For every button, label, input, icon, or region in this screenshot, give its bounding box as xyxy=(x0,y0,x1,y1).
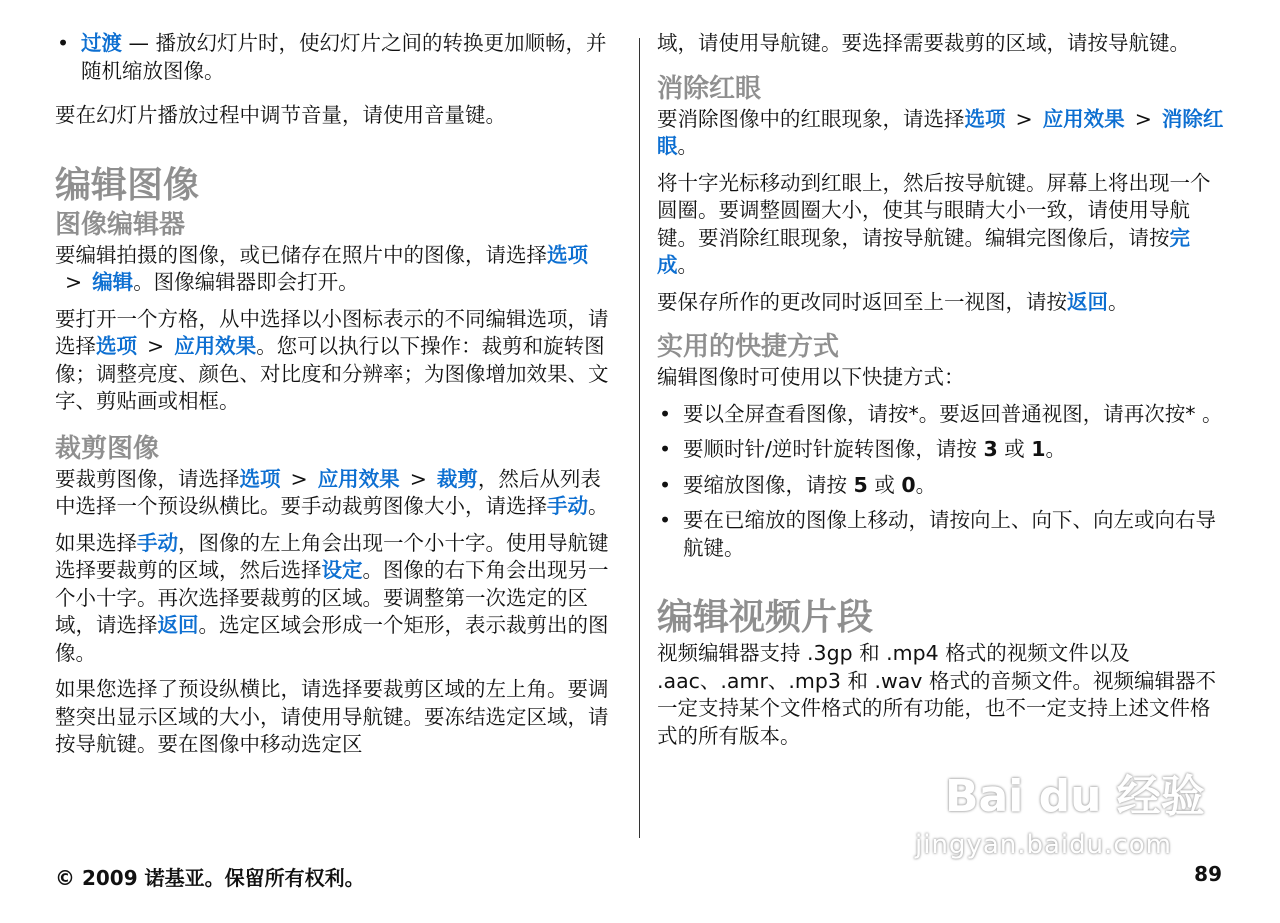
shortcut-list xyxy=(657,401,1227,563)
paragraph: 要保存所作的更改同时返回至上一视图，请按返回。 xyxy=(657,289,1129,314)
volume-paragraph: 要在幻灯片播放过程中调节音量，请使用音量键。 xyxy=(55,103,506,127)
paragraph: 要编辑拍摄的图像，或已储存在照片中的图像，请选择选项> 编辑。图像编辑器即会打开。 xyxy=(55,242,588,294)
paragraph: 域，请使用导航键。要选择需要裁剪的区域，请按导航键。 xyxy=(657,31,1190,55)
heading-edit-images: 编辑图像 xyxy=(55,164,200,206)
page-number: 89 xyxy=(1194,862,1222,886)
paragraph: 将十字光标移动到红眼上，然后按导航键。屏幕上将出现一个圆圈。要调整圆圈大小，使其与眼睛大小一致，请使用导航键。要消除红眼现象，请按导航键。编辑完图像后，请按完成。 xyxy=(657,170,1211,277)
paragraph: 如果您选择了预设纵横比，请选择要裁剪区域的左上角。要调整突出显示区域的大小，请使用导航键。要冻结选定区域，请按导航键。要在图像中移动选定区 xyxy=(55,677,609,756)
heading-edit-video: 编辑视频片段 xyxy=(657,597,874,638)
heading-crop-image: 裁剪图像 xyxy=(55,433,160,464)
done-link[interactable]: 完成 xyxy=(657,225,1190,277)
options-link[interactable]: 选项 xyxy=(96,334,137,358)
apply-effect-link[interactable]: 应用效果 xyxy=(1042,106,1125,131)
list-item: • 要在已缩放的图像上移动，请按向上、向下、向左或向右导航键。 xyxy=(657,507,1227,562)
watermark-url: jingyan.baidu.com xyxy=(915,830,1172,860)
paragraph: 要消除图像中的红眼现象，请选择选项 > 应用效果 > 消除红眼。 xyxy=(657,106,1224,158)
list-item: • 要缩放图像，请按 5 或 0。 xyxy=(657,472,1227,500)
paragraph: 如果选择手动，图像的左上角会出现一个小十字。使用导航键选择要裁剪的区域，然后选择设定。图像的右下角会出现另一个小十字。再次选择要裁剪的区域。要调整第一次选定的区域，请选择返回。选定区域会形成一个矩形，表示裁剪出的图像。 xyxy=(55,530,609,665)
manual-link[interactable]: 手动 xyxy=(137,530,178,555)
list-item: • 要顺时针/逆时针旋转图像，请按 3 或 1。 xyxy=(657,436,1227,464)
right-column xyxy=(657,30,1227,750)
baidu-logo: Bai du 经验 xyxy=(945,771,1205,822)
heading-shortcuts: 实用的快捷方式 xyxy=(657,332,840,362)
edit-link[interactable]: 编辑 xyxy=(92,270,134,294)
back-link[interactable]: 返回 xyxy=(1067,289,1108,314)
heading-red-eye: 消除红眼 xyxy=(657,73,762,104)
options-link[interactable]: 选项 xyxy=(239,466,281,491)
paragraph: 视频编辑器支持 .3gp 和 .mp4 格式的视频文件以及 .aac、.amr、.mp3 和 .wav 格式的音频文件。视频编辑器不一定支持某个文件格式的所有功能，也不一定支持上述文件格式的所有版本。 xyxy=(657,641,1216,748)
options-link[interactable]: 选项 xyxy=(547,242,588,267)
list-item: • 要以全屏查看图像，请按*。要返回普通视图，请再次按* 。 xyxy=(657,401,1227,429)
heading-image-editor: 图像编辑器 xyxy=(55,209,186,240)
paragraph: 要裁剪图像，请选择选项 > 应用效果 > 裁剪，然后从列表中选择一个预设纵横比。要手动裁剪图像大小，请选择手动。 xyxy=(55,466,609,518)
baidu-watermark xyxy=(905,760,1205,870)
apply-effect-link[interactable]: 应用效果 xyxy=(174,334,257,358)
back-link[interactable]: 返回 xyxy=(157,613,199,637)
copyright: © 2009 诺基亚。保留所有权利。 xyxy=(55,866,365,890)
apply-effect-link[interactable]: 应用效果 xyxy=(317,466,400,491)
column-divider xyxy=(639,38,640,838)
set-link[interactable]: 设定 xyxy=(321,558,363,582)
paragraph: 编辑图像时可使用以下快捷方式： xyxy=(657,365,965,389)
paragraph: 要打开一个方格，从中选择以小图标表示的不同编辑选项，请选择选项 > 应用效果。您可以执行以下操作：裁剪和旋转图像；调整亮度、颜色、对比度和分辨率；为图像增加效果、文字、剪贴画或相框。 xyxy=(55,306,609,413)
remove-red-eye-link[interactable]: 消除红眼 xyxy=(657,106,1224,158)
transition-link[interactable]: 过渡 xyxy=(81,31,122,55)
manual-link[interactable]: 手动 xyxy=(547,494,588,518)
transition-bullet-list xyxy=(55,30,621,85)
options-link[interactable]: 选项 xyxy=(964,106,1006,131)
list-item: • 过渡 — 播放幻灯片时，使幻灯片之间的转换更加顺畅，并随机缩放图像。 xyxy=(55,30,621,85)
crop-link[interactable]: 裁剪 xyxy=(436,466,478,491)
left-column xyxy=(55,30,621,759)
